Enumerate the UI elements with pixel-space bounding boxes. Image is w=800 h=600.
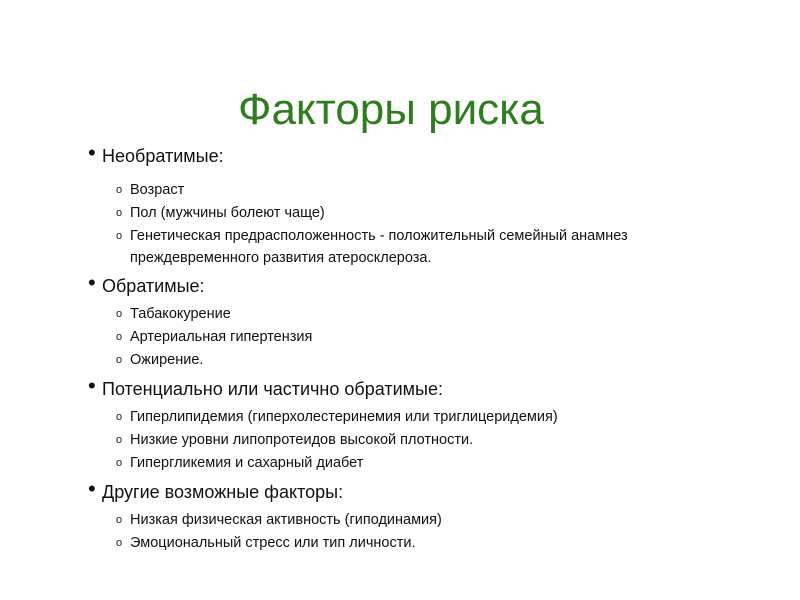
slide-title: Факторы риска <box>238 85 544 134</box>
list-item-text: Эмоциональный стресс или тип личности. <box>130 535 416 551</box>
list-item-text: Пол (мужчины болеют чаще) <box>130 205 325 221</box>
list-item <box>116 303 788 326</box>
circle-bullet-icon: o <box>116 537 123 549</box>
circle-bullet-icon: o <box>116 184 123 196</box>
section-items <box>116 406 788 475</box>
bullet-icon: • <box>88 373 96 398</box>
bullet-icon: • <box>88 140 96 165</box>
section-heading <box>88 476 788 503</box>
list-item <box>116 225 736 269</box>
list-item <box>116 349 788 372</box>
section-items <box>116 303 788 372</box>
list-item <box>116 452 788 475</box>
list-item <box>116 429 788 452</box>
circle-bullet-icon: o <box>116 411 123 423</box>
section-irreversible <box>88 140 788 269</box>
bullet-icon: • <box>88 476 96 501</box>
list-item-text: Табакокурение <box>130 306 231 322</box>
circle-bullet-icon: o <box>116 434 123 446</box>
list-item <box>116 326 788 349</box>
section-heading-text: Другие возможные факторы: <box>102 482 344 502</box>
list-item <box>116 406 788 429</box>
circle-bullet-icon: o <box>116 354 123 366</box>
list-item <box>116 509 788 532</box>
section-items <box>116 509 788 555</box>
list-item-text: Артериальная гипертензия <box>130 329 313 345</box>
section-other-factors <box>88 476 788 555</box>
section-items <box>116 179 788 269</box>
list-item-text: Низкая физическая активность (гиподинамия) <box>130 512 442 528</box>
slide-content <box>88 140 788 561</box>
section-reversible <box>88 270 788 372</box>
section-heading <box>88 270 788 297</box>
circle-bullet-icon: o <box>116 207 123 219</box>
section-partially-reversible <box>88 373 788 475</box>
section-heading <box>88 140 788 167</box>
list-item <box>116 202 788 225</box>
section-heading-text: Потенциально или частично обратимые: <box>102 379 443 399</box>
circle-bullet-icon: o <box>116 331 123 343</box>
list-item-text: Генетическая предрасположенность - положительный семейный анамнез преждевременного развития атеросклероза. <box>130 228 628 266</box>
section-heading-text: Необратимые: <box>102 146 224 166</box>
list-item-text: Возраст <box>130 182 185 198</box>
bullet-icon: • <box>88 270 96 295</box>
list-item-text: Гипергликемия и сахарный диабет <box>130 455 364 471</box>
list-item <box>116 532 788 555</box>
circle-bullet-icon: o <box>116 514 123 526</box>
circle-bullet-icon: o <box>116 308 123 320</box>
section-heading-text: Обратимые: <box>102 276 205 296</box>
list-item-text: Ожирение. <box>130 352 204 368</box>
list-item-text: Низкие уровни липопротеидов высокой плотности. <box>130 432 474 448</box>
circle-bullet-icon: o <box>116 457 123 469</box>
list-item <box>116 179 788 202</box>
list-item-text: Гиперлипидемия (гиперхолестеринемия или триглицеридемия) <box>130 409 558 425</box>
section-heading <box>88 373 788 400</box>
circle-bullet-icon: o <box>116 230 123 242</box>
